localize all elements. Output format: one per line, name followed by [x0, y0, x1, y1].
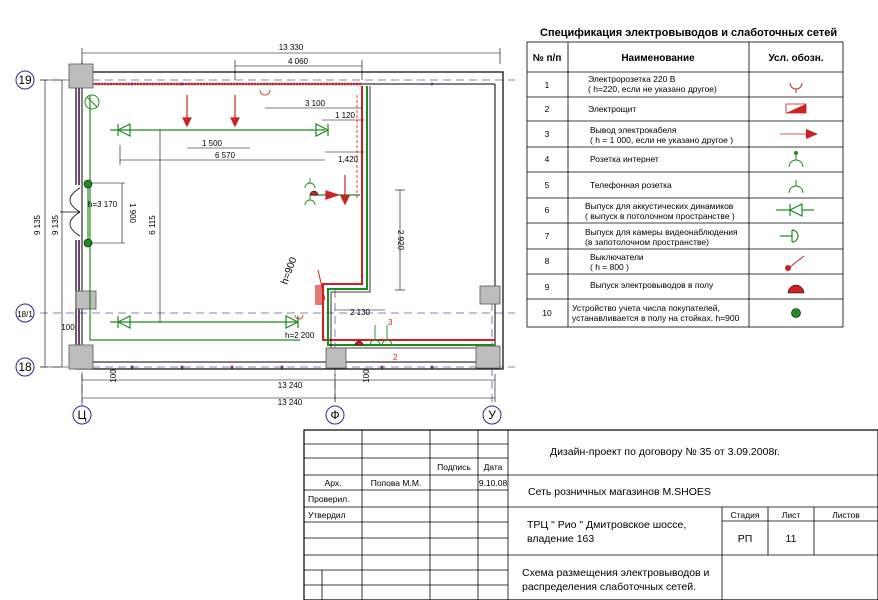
height-2200: h=2 200	[285, 331, 315, 340]
row-1-name-b: ( h=220, если не указано другое)	[588, 84, 717, 94]
floor-plan	[16, 43, 515, 424]
label-listov: Листов	[832, 510, 860, 520]
spec-title: Спецификация электровыводов и слаботочных сетей	[540, 27, 838, 39]
row-5-number: 5	[544, 180, 550, 190]
dim-1120: 1 120	[334, 111, 356, 120]
dim-1420: 1,420	[337, 155, 359, 164]
row-9-name: Выпуск электровыводов в полу	[590, 280, 714, 290]
row-4-number: 4	[544, 154, 550, 164]
scheme-line-2: распределения слаботочных сетей.	[522, 581, 697, 593]
label-data: Дата	[483, 462, 503, 472]
label-stadia: Стадия	[730, 510, 760, 520]
grid-lines	[40, 60, 515, 410]
axis-bubbles	[16, 71, 501, 424]
dim-2130: 2 130	[349, 308, 371, 317]
row-1-name-a: Электророзетка 220 В	[588, 74, 676, 84]
switch-icon	[785, 256, 804, 271]
label-utverdil: Утвердил	[308, 510, 346, 520]
dimension-lines	[40, 48, 500, 402]
row-2-number: 2	[544, 104, 550, 114]
row-7-name-a: Выпуск для камеры видеонаблюдения	[585, 227, 738, 237]
panel-icon	[786, 104, 806, 113]
header-symbol: Усл. обозн.	[768, 53, 824, 64]
socket-220-icon	[260, 90, 303, 319]
axis-18-1: 18/1	[17, 310, 33, 319]
row-3-name-b: ( h = 1 000, если не указано другое )	[590, 135, 734, 145]
dim-6570: 6 570	[214, 151, 236, 160]
label-list: Лист	[781, 510, 801, 520]
row-5-name: Телефонная розетка	[590, 180, 672, 190]
cable-outlet-icon	[780, 129, 818, 139]
row-7-number: 7	[544, 231, 550, 241]
row-3-name-a: Вывод электрокабеля	[590, 125, 677, 135]
axis-ts: Ц	[77, 408, 87, 422]
label-2: 2	[393, 353, 398, 362]
dim-2920: 2 920	[396, 229, 405, 251]
phone-socket-icon	[789, 180, 803, 193]
camera-outlet-icon	[85, 95, 99, 109]
dim-100-left: 100	[61, 323, 75, 332]
arch-name: Попова М.М.	[370, 478, 422, 488]
floor-outlet-icon	[310, 191, 363, 345]
label-podpis: Подпись	[437, 462, 471, 472]
dim-1900: 1 900	[128, 202, 137, 224]
axis-f: Ф	[330, 408, 340, 422]
list-value: 11	[785, 533, 797, 545]
row-6-number: 6	[544, 205, 550, 215]
dim-bottom-1: 13 240	[277, 381, 303, 390]
row-2-name: Электрощит	[588, 104, 637, 114]
dim-top-inner: 4 060	[287, 57, 309, 66]
row-10-name-a: Устройство учета числа покупателей,	[572, 303, 720, 313]
header-number: № п/п	[532, 53, 562, 64]
label-proveril: Проверил.	[308, 494, 350, 504]
internet-socket-icon	[789, 152, 803, 168]
title-block	[304, 430, 878, 600]
label-3: 3	[388, 318, 393, 327]
scheme-line-1: Схема размещения электровыводов и	[522, 567, 710, 579]
height-900: h=900	[279, 255, 300, 287]
dim-100-bottom-a: 100	[109, 369, 118, 383]
row-10-number: 10	[542, 308, 552, 318]
row-3-number: 3	[544, 129, 550, 139]
camera-outlet-icon	[780, 230, 798, 242]
address-line-1: ТРЦ " Рио " Дмитровское шоссе,	[527, 519, 687, 531]
row-6-name-b: ( выпуск в потолочном пространстве )	[585, 211, 735, 221]
speaker-outlet-icon	[776, 204, 814, 216]
walls	[76, 72, 503, 369]
label-arch: Арх.	[324, 478, 342, 488]
row-8-name-a: Выключатели	[590, 252, 644, 262]
dim-bottom-2: 13 240	[277, 398, 303, 407]
axis-u: У	[488, 408, 496, 422]
address-line-2: владение 163	[527, 533, 595, 545]
dim-6115: 6 115	[148, 215, 157, 235]
row-10-name-b: устанавливается в полу на стойках, h=900	[572, 313, 740, 323]
partition	[323, 86, 495, 348]
dim-left-inner: 9 135	[51, 214, 60, 236]
internet-socket-icon	[305, 178, 392, 345]
row-7-name-b: (в запотолочном пространстве)	[585, 237, 709, 247]
stadia-value: РП	[737, 533, 753, 545]
dim-top-total: 13 330	[278, 43, 304, 52]
contract-text: Дизайн-проект по договору № 35 от 3.09.2008г.	[550, 446, 780, 458]
row-4-name: Розетка интернет	[590, 154, 659, 164]
counter-device-icon	[792, 309, 801, 318]
network-text: Сеть розничных магазинов M.SHOES	[528, 486, 711, 498]
dim-1500: 1 500	[201, 139, 223, 148]
spec-table	[527, 27, 843, 327]
axis-19: 19	[18, 73, 32, 87]
dim-100-bottom-b: 100	[362, 369, 371, 383]
cable-arrows	[183, 95, 349, 204]
dim-left-outer: 9 135	[33, 214, 42, 236]
height-3170: h=3 170	[88, 200, 118, 209]
axis-18: 18	[18, 360, 32, 374]
row-9-number: 9	[544, 282, 550, 292]
arch-date: 9.10.08	[478, 478, 508, 488]
socket-220-icon	[790, 83, 802, 93]
row-8-name-b: ( h = 800 )	[590, 262, 629, 272]
floor-outlet-icon	[788, 285, 804, 293]
row-6-name-a: Выпуск для аккустических динамиков	[585, 201, 734, 211]
axis-labels	[17, 73, 496, 422]
dim-3100: 3 100	[304, 99, 326, 108]
header-name: Наименование	[621, 53, 695, 64]
row-8-number: 8	[544, 256, 550, 266]
row-1-number: 1	[544, 80, 550, 90]
entrance-door	[60, 185, 80, 240]
